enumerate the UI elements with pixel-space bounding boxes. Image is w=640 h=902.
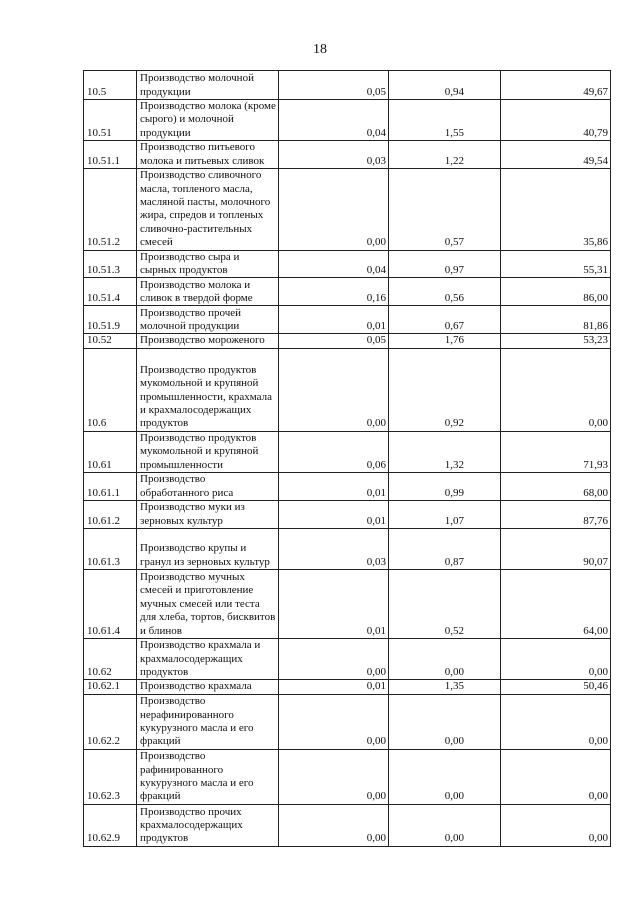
row-value-3: 49,54 [501,141,611,169]
row-code: 10.51.2 [84,169,137,250]
table-row [84,680,611,694]
table-row [84,250,611,278]
row-value-1: 0,00 [279,694,389,749]
table-row [84,694,611,749]
row-code: 10.6 [84,348,137,431]
row-value-3: 50,46 [501,680,611,694]
row-value-2: 1,55 [389,100,501,141]
table-body [84,71,611,847]
row-activity-name: Производство сливочного масла, топленого масла, масляной пасты, молочного жира, спредов и топленых сливочно-растительных смесей [137,169,279,250]
row-value-2: 0,67 [389,306,501,334]
row-code: 10.62.9 [84,804,137,846]
row-value-3: 0,00 [501,804,611,846]
row-value-2: 1,76 [389,334,501,348]
table-row [84,306,611,334]
row-code: 10.51.4 [84,278,137,306]
row-value-3: 49,67 [501,71,611,100]
row-activity-name: Производство мороженого [137,334,279,348]
page-number: 18 [313,42,327,57]
row-value-1: 0,03 [279,529,389,570]
row-code: 10.52 [84,334,137,348]
row-value-1: 0,05 [279,71,389,100]
row-code: 10.61.4 [84,570,137,639]
row-value-3: 90,07 [501,529,611,570]
row-value-2: 0,52 [389,570,501,639]
row-value-3: 87,76 [501,501,611,529]
table-row [84,431,611,472]
row-activity-name: Производство рафинированного кукурузного масла и его фракций [137,749,279,804]
table-row [84,501,611,529]
row-code: 10.62 [84,639,137,680]
row-value-1: 0,00 [279,169,389,250]
row-activity-name: Производство продуктов мукомольной и крупяной промышленности [137,431,279,472]
row-code: 10.61.3 [84,529,137,570]
table-row [84,278,611,306]
table-row [84,473,611,501]
data-table [83,70,611,847]
row-value-1: 0,00 [279,749,389,804]
row-value-1: 0,01 [279,680,389,694]
row-code: 10.5 [84,71,137,100]
row-activity-name: Производство нерафинированного кукурузного масла и его фракций [137,694,279,749]
row-activity-name: Производство мучных смесей и приготовление мучных смесей или теста для хлеба, тортов, бисквитов и блинов [137,570,279,639]
row-activity-name: Производство обработанного риса [137,473,279,501]
row-activity-name: Производство прочей молочной продукции [137,306,279,334]
row-value-3: 40,79 [501,100,611,141]
row-code: 10.61.1 [84,473,137,501]
table-row [84,71,611,100]
row-value-3: 86,00 [501,278,611,306]
table-row [84,169,611,250]
row-activity-name: Производство крахмала [137,680,279,694]
row-activity-name: Производство продуктов мукомольной и крупяной промышленности, крахмала и крахмалосодержащих продуктов [137,348,279,431]
row-code: 10.62.3 [84,749,137,804]
row-value-1: 0,04 [279,100,389,141]
row-value-2: 0,87 [389,529,501,570]
row-value-2: 1,32 [389,431,501,472]
row-activity-name: Производство крахмала и крахмалосодержащих продуктов [137,639,279,680]
row-value-1: 0,04 [279,250,389,278]
table-row [84,100,611,141]
row-value-1: 0,01 [279,570,389,639]
row-value-3: 35,86 [501,169,611,250]
row-value-2: 1,35 [389,680,501,694]
table-row [84,570,611,639]
row-value-3: 0,00 [501,639,611,680]
row-value-3: 0,00 [501,749,611,804]
row-value-2: 1,07 [389,501,501,529]
row-value-3: 64,00 [501,570,611,639]
table-row [84,348,611,431]
table-row [84,529,611,570]
row-activity-name: Производство питьевого молока и питьевых сливок [137,141,279,169]
row-value-3: 71,93 [501,431,611,472]
table-row [84,141,611,169]
row-value-1: 0,05 [279,334,389,348]
row-activity-name: Производство молочной продукции [137,71,279,100]
row-value-1: 0,00 [279,639,389,680]
row-value-2: 0,94 [389,71,501,100]
row-code: 10.51.1 [84,141,137,169]
row-value-2: 0,00 [389,639,501,680]
row-activity-name: Производство прочих крахмалосодержащих продуктов [137,804,279,846]
table-row [84,804,611,846]
row-value-3: 53,23 [501,334,611,348]
table-row [84,334,611,348]
row-value-2: 0,92 [389,348,501,431]
row-activity-name: Производство сыра и сырных продуктов [137,250,279,278]
row-code: 10.62.2 [84,694,137,749]
row-value-1: 0,06 [279,431,389,472]
row-code: 10.61 [84,431,137,472]
row-value-2: 0,56 [389,278,501,306]
row-activity-name: Производство молока (кроме сырого) и молочной продукции [137,100,279,141]
row-code: 10.62.1 [84,680,137,694]
row-value-1: 0,00 [279,348,389,431]
table-row [84,639,611,680]
row-code: 10.61.2 [84,501,137,529]
row-activity-name: Производство крупы и гранул из зерновых культур [137,529,279,570]
row-value-1: 0,01 [279,306,389,334]
row-value-1: 0,03 [279,141,389,169]
row-code: 10.51.9 [84,306,137,334]
row-value-1: 0,16 [279,278,389,306]
row-value-3: 81,86 [501,306,611,334]
row-code: 10.51.3 [84,250,137,278]
row-value-3: 0,00 [501,694,611,749]
row-value-2: 0,00 [389,694,501,749]
row-activity-name: Производство молока и сливок в твердой форме [137,278,279,306]
row-value-3: 68,00 [501,473,611,501]
row-value-1: 0,00 [279,804,389,846]
row-activity-name: Производство муки из зерновых культур [137,501,279,529]
row-value-3: 55,31 [501,250,611,278]
row-value-2: 0,99 [389,473,501,501]
row-value-2: 0,00 [389,749,501,804]
row-value-2: 0,57 [389,169,501,250]
row-value-1: 0,01 [279,473,389,501]
row-value-2: 1,22 [389,141,501,169]
row-code: 10.51 [84,100,137,141]
table-row [84,749,611,804]
row-value-2: 0,97 [389,250,501,278]
row-value-1: 0,01 [279,501,389,529]
row-value-2: 0,00 [389,804,501,846]
row-value-3: 0,00 [501,348,611,431]
